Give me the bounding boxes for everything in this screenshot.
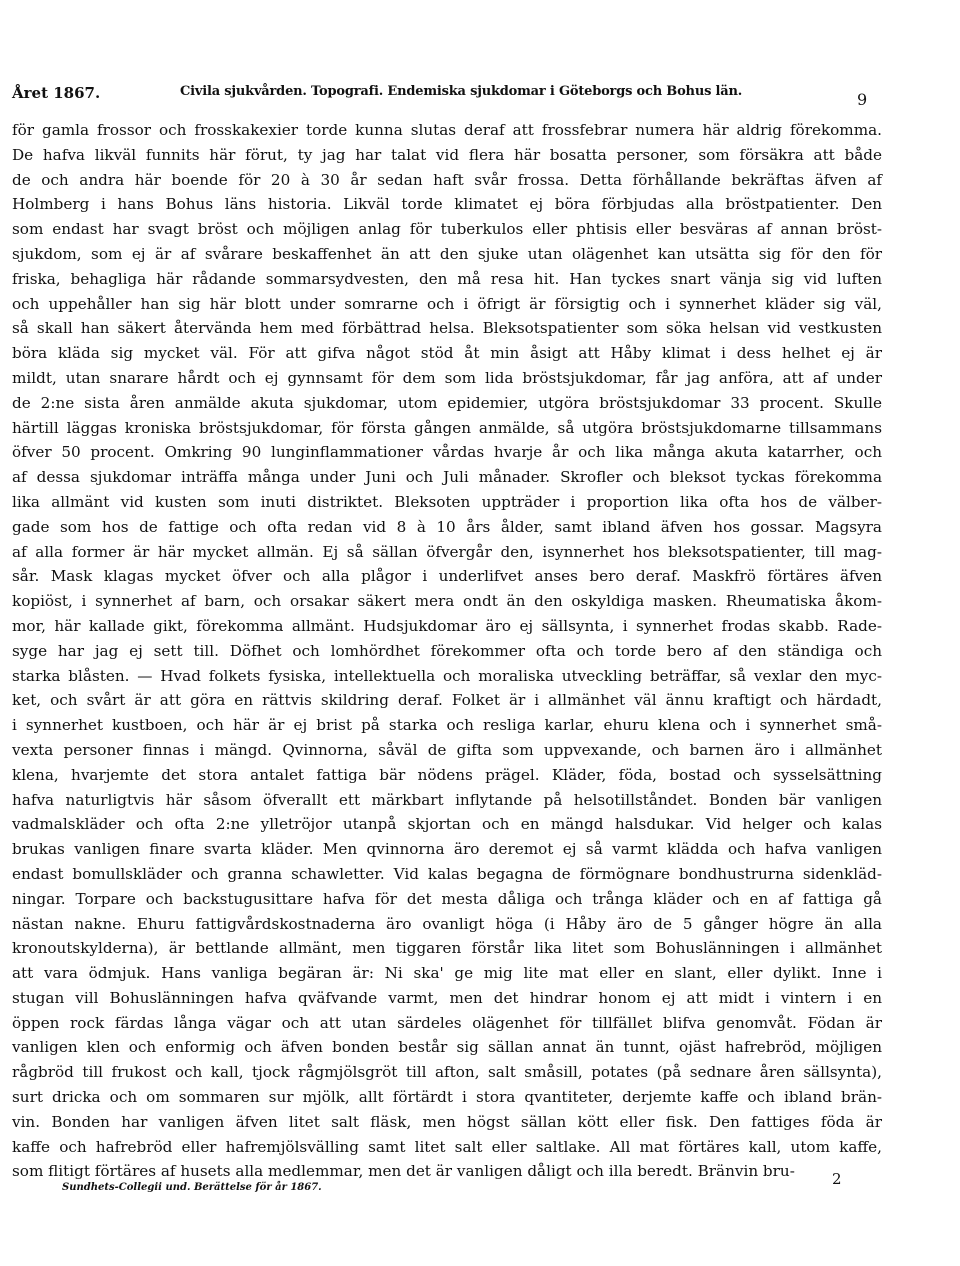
text-line: surt dricka och om sommaren sur mjölk, allt förtärdt i stora qvantiteter, derjemte kaffe och ibland brän- [12,1088,882,1107]
text-line: att vara ödmjuk. Hans vanliga begäran är: Ni ska' ge mig lite mat eller en slant, eller dylikt. Inne i [12,964,882,983]
text-line: öfver 50 procent. Omkring 90 lunginflammationer vårdas hvarje år och lika många akuta katarrher, och [12,443,882,462]
text-line: lika allmänt vid kusten som inuti distriktet. Bleksoten uppträder i proportion lika ofta hos de välber- [12,492,882,511]
text-line: sjukdom, som ej är af svårare beskaffenhet än att den sjuke utan olägenhet kan utsätta sig för den för [12,244,882,263]
text-line: kopiöst, i synnerhet af barn, och orsakar säkert mera ondt än den oskyldiga masken. Rheumatiska åkom- [12,592,882,611]
text-line: stugan vill Bohuslänningen hafva qväfvande varmt, men det hindrar honom ej att midt i vintern i en [12,988,882,1007]
text-line: syge har jag ej sett till. Döfhet och lomhördhet förekommer ofta och torde bero af den ständiga och [12,641,882,660]
text-line: härtill läggas kroniska bröstsjukdomar, för första gången anmälde, så utgöra bröstsjukdomarne tillsammans [12,418,882,437]
text-line: ket, och svårt är att göra en rättvis skildring deraf. Folket är i allmänhet väl ännu kraftigt och härdadt, [12,691,882,710]
text-line: böra kläda sig mycket väl. För att gifva något stöd åt min åsigt att Håby klimat i dess helhet ej är [12,344,882,363]
text-line: som flitigt förtäres af husets alla medlemmar, men det är vanligen dåligt och illa beredt. Bränvin bru- [12,1162,795,1181]
text-line: starka blåsten. — Hvad folkets fysiska, intellektuella och moraliska utveckling beträffar, så vexlar den myc- [12,666,882,685]
text-line: friska, behagliga här rådande sommarsydvesten, den må resa hit. Han tyckes snart vänja sig vid luften [12,269,882,288]
text-line: af alla former är här mycket allmän. Ej så sällan öfvergår den, isynnerhet hos bleksotspatienter, till mag- [12,542,882,561]
text-line: vexta personer finnas i mängd. Qvinnorna, såväl de gifta som uppvexande, och barnen äro i allmänhet [12,740,882,759]
text-line: endast bomullskläder och granna schawletter. Vid kalas begagna de förmögnare bondhustrurna sidenkläd- [12,864,882,883]
text-line: de 2:ne sista åren anmälde akuta sjukdomar, utom epidemier, utgöra bröstsjukdomar 33 procent. Skulle [12,393,882,412]
text-line: brukas vanligen finare svarta kläder. Men qvinnorna äro deremot ej så varmt klädda och hafva vanligen [12,840,882,859]
text-line: af dessa sjukdomar inträffa många under Juni och Juli månader. Skrofler och bleksot tyckas förekomma [12,468,882,487]
text-line: ningar. Torpare och backstugusittare hafva för det mesta dåliga och trånga kläder och en af fattiga gå [12,889,882,908]
text-line: nästan nakne. Ehuru fattigvårdskostnaderna äro ovanligt höga (i Håby äro de 5 gånger högre än alla [12,914,882,933]
text-line: klena, hvarjemte det stora antalet fattiga bär nödens prägel. Kläder, föda, bostad och sysselsättning [12,765,882,784]
page-number: 9 [857,90,868,109]
text-line: som endast har svagt bröst och möjligen anlag för tuberkulos eller phtisis eller besväras af annan bröst- [12,220,882,239]
text-line: och uppehåller han sig här blott under somrarne och i öfrigt är försigtig och i synnerhet kläder sig väl, [12,294,882,313]
text-line: De hafva likväl funnits här förut, ty jag har talat vid flera här bosatta personer, som försäkra att både [12,145,882,164]
text-line: kronoutskylderna), är bettlande allmänt, men tiggaren förstår lika litet som Bohuslänningen i allmänhet [12,939,882,958]
text-line: öppen rock färdas långa vägar och att utan särdeles olägenhet för tillfället blifva genomvåt. Födan är [12,1013,882,1032]
text-line: de och andra här boende för 20 à 30 år sedan haft svår frossa. Detta förhållande bekräftas äfven af [12,170,882,189]
text-line: vadmalskläder och ofta 2:ne ylletröjor utanpå skjortan och en mängd halsdukar. Vid helger och kalas [12,815,882,834]
text-line: sår. Mask klagas mycket öfver och alla plågor i underlifvet anses bero deraf. Maskfrö förtäres äfven [12,567,882,586]
text-line: rågbröd till frukost och kall, tjock rågmjölsgröt till afton, salt småsill, potates (på sednare åren sällsynta), [12,1063,882,1082]
footer-note: Sundhets-Collegii und. Berättelse för år 1867. [62,1182,322,1193]
text-line: hafva naturligtvis här såsom öfverallt ett märkbart inflytande på helsotillståndet. Bonden bär vanligen [12,790,882,809]
text-line: vin. Bonden har vanligen äfven litet salt fläsk, men högst sällan kött eller fisk. Den fattiges föda är [12,1112,882,1131]
text-line: gade som hos de fattige och ofta redan vid 8 à 10 års ålder, samt ibland äfven hos gossar. Magsyra [12,517,882,536]
sheet-number: 2 [832,1170,842,1188]
text-line: så skall han säkert återvända hem med förbättrad helsa. Bleksotspatienter som söka helsan vid vestkusten [12,319,882,338]
text-line: i synnerhet kustboen, och här är ej brist på starka och resliga karlar, ehuru klena och i synnerhet små- [12,716,882,735]
body-text [12,118,882,1184]
header-year: Året 1867. [12,84,101,102]
text-line: mildt, utan snarare hårdt och ej gynnsamt för dem som lida bröstsjukdomar, får jag anföra, att af under [12,368,882,387]
header-sections: Civila sjukvården. Topografi. Endemiska sjukdomar i Göteborgs och Bohus län. [180,84,743,99]
text-line: kaffe och hafrebröd eller hafremjölsvälling samt litet salt eller saltlake. All mat förtäres kall, utom kaffe, [12,1137,882,1156]
text-line: för gamla frossor och frosskakexier torde kunna slutas deraf att frossfebrar numera här aldrig förekomma. [12,121,882,139]
running-header [12,84,872,114]
text-line: vanligen klen och enformig och äfven bonden består sig sällan annat än tunnt, ojäst hafrebröd, möjligen [12,1038,882,1057]
text-line: mor, här kallade gikt, förekomma allmänt. Hudsjukdomar äro ej sällsynta, i synnerhet frodas skabb. Rade- [12,616,882,635]
text-line: Holmberg i hans Bohus läns historia. Likväl torde klimatet ej böra förbjudas alla bröstpatienter. Den [12,195,882,214]
